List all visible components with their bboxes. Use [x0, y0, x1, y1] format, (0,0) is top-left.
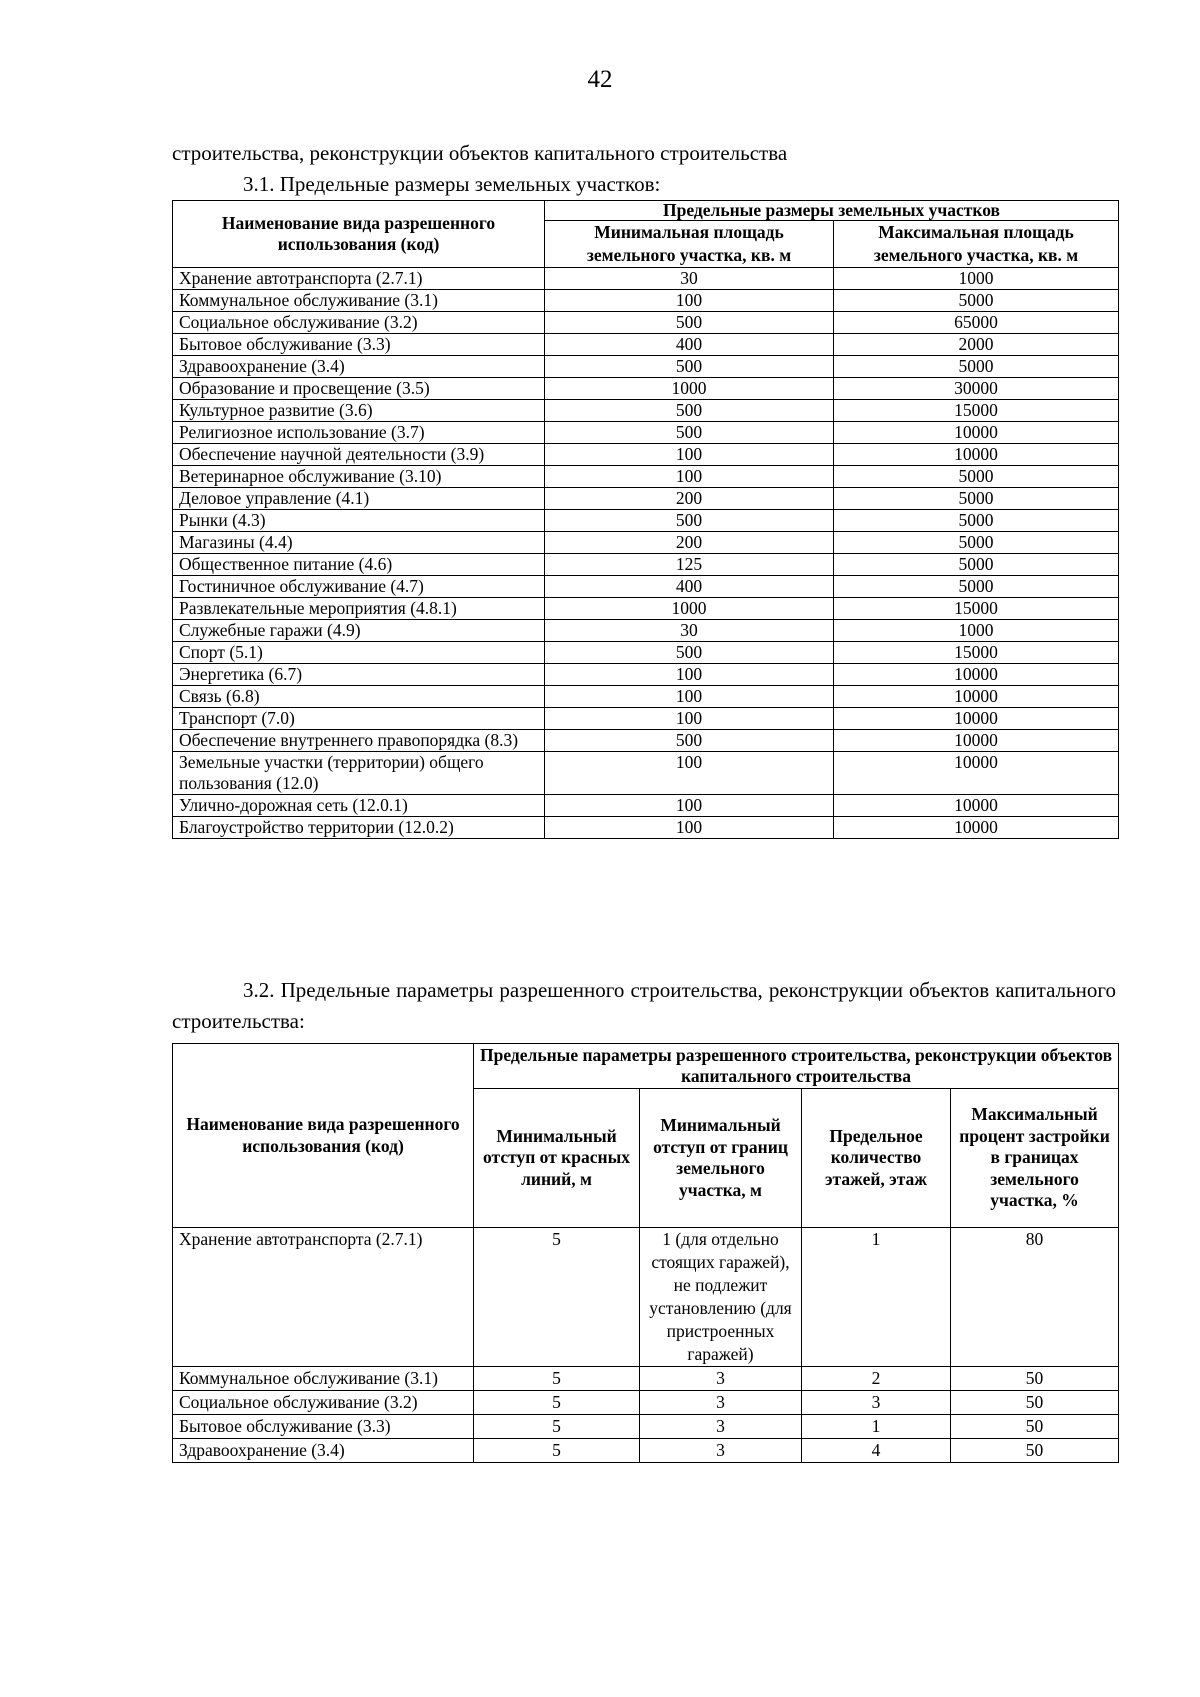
- boundary-setback-cell: 3: [640, 1415, 802, 1439]
- max-area-cell: 5000: [834, 356, 1119, 378]
- coverage-percent-cell: 50: [951, 1439, 1119, 1463]
- use-type-cell: Хранение автотранспорта (2.7.1): [173, 1228, 474, 1367]
- table-row: [173, 1228, 1119, 1367]
- boundary-setback-cell: 3: [640, 1367, 802, 1391]
- min-area-cell: 100: [545, 752, 834, 795]
- header-parameters-group: Предельные параметры разрешенного строительства, реконструкции объектов капитального строительства: [474, 1044, 1119, 1089]
- use-type-cell: Бытовое обслуживание (3.3): [173, 334, 545, 356]
- max-area-cell: 10000: [834, 422, 1119, 444]
- min-area-cell: 400: [545, 334, 834, 356]
- max-area-cell: 5000: [834, 290, 1119, 312]
- table-row: [173, 378, 1119, 400]
- coverage-percent-cell: 50: [951, 1415, 1119, 1439]
- min-area-cell: 100: [545, 466, 834, 488]
- min-area-cell: 500: [545, 730, 834, 752]
- table-row: [173, 1415, 1119, 1439]
- use-type-cell: Образование и просвещение (3.5): [173, 378, 545, 400]
- use-type-cell: Улично-дорожная сеть (12.0.1): [173, 795, 545, 817]
- table-row: [173, 730, 1119, 752]
- red-lines-setback-cell: 5: [474, 1415, 640, 1439]
- use-type-cell: Коммунальное обслуживание (3.1): [173, 1367, 474, 1391]
- use-type-cell: Служебные гаражи (4.9): [173, 620, 545, 642]
- table-row: [173, 686, 1119, 708]
- min-area-cell: 500: [545, 400, 834, 422]
- max-area-cell: 10000: [834, 686, 1119, 708]
- min-area-cell: 1000: [545, 378, 834, 400]
- section-3-1-heading: 3.1. Предельные размеры земельных участков:: [243, 172, 661, 196]
- table-row: [173, 554, 1119, 576]
- table-row: [173, 620, 1119, 642]
- use-type-cell: Социальное обслуживание (3.2): [173, 312, 545, 334]
- table-row: [173, 422, 1119, 444]
- min-area-cell: 500: [545, 642, 834, 664]
- floor-limit-cell: 1: [802, 1228, 951, 1367]
- table-row: [173, 1367, 1119, 1391]
- coverage-percent-cell: 50: [951, 1391, 1119, 1415]
- use-type-cell: Деловое управление (4.1): [173, 488, 545, 510]
- use-type-cell: Коммунальное обслуживание (3.1): [173, 290, 545, 312]
- use-type-cell: Спорт (5.1): [173, 642, 545, 664]
- table-row: [173, 795, 1119, 817]
- min-area-cell: 500: [545, 510, 834, 532]
- floor-limit-cell: 2: [802, 1367, 951, 1391]
- use-type-cell: Общественное питание (4.6): [173, 554, 545, 576]
- header-red-lines-setback: Минимальный отступ от красных линий, м: [474, 1089, 640, 1228]
- use-type-cell: Религиозное использование (3.7): [173, 422, 545, 444]
- header-plot-size-group: Предельные размеры земельных участков: [545, 201, 1119, 221]
- intro-line: строительства, реконструкции объектов капитального строительства: [172, 141, 788, 165]
- use-type-cell: Хранение автотранспорта (2.7.1): [173, 268, 545, 290]
- max-area-cell: 15000: [834, 642, 1119, 664]
- table-row: [173, 576, 1119, 598]
- floor-limit-cell: 4: [802, 1439, 951, 1463]
- floor-limit-cell: 1: [802, 1415, 951, 1439]
- red-lines-setback-cell: 5: [474, 1367, 640, 1391]
- use-type-cell: Транспорт (7.0): [173, 708, 545, 730]
- use-type-cell: Обеспечение научной деятельности (3.9): [173, 444, 545, 466]
- max-area-cell: 10000: [834, 752, 1119, 795]
- red-lines-setback-cell: 5: [474, 1439, 640, 1463]
- max-area-cell: 10000: [834, 730, 1119, 752]
- use-type-cell: Социальное обслуживание (3.2): [173, 1391, 474, 1415]
- table-row: [173, 817, 1119, 839]
- min-area-cell: 200: [545, 532, 834, 554]
- max-area-cell: 2000: [834, 334, 1119, 356]
- min-area-cell: 125: [545, 554, 834, 576]
- min-area-cell: 100: [545, 686, 834, 708]
- construction-parameters-table: [172, 1043, 1119, 1463]
- max-area-cell: 5000: [834, 532, 1119, 554]
- header-coverage-percent: Максимальный процент застройки в границах земельного участка, %: [951, 1089, 1119, 1228]
- max-area-cell: 15000: [834, 400, 1119, 422]
- table-row: [173, 444, 1119, 466]
- max-area-cell: 15000: [834, 598, 1119, 620]
- table-row: [173, 752, 1119, 795]
- use-type-cell: Здравоохранение (3.4): [173, 356, 545, 378]
- use-type-cell: Магазины (4.4): [173, 532, 545, 554]
- min-area-cell: 30: [545, 620, 834, 642]
- min-area-cell: 100: [545, 795, 834, 817]
- coverage-percent-cell: 80: [951, 1228, 1119, 1367]
- table-row: [173, 268, 1119, 290]
- use-type-cell: Здравоохранение (3.4): [173, 1439, 474, 1463]
- max-area-cell: 10000: [834, 708, 1119, 730]
- section-3-2-heading: 3.2. Предельные параметры разрешенного строительства, реконструкции объектов капитального строительства:: [172, 978, 1116, 1033]
- table-row: [173, 510, 1119, 532]
- red-lines-setback-cell: 5: [474, 1228, 640, 1367]
- table-row: [173, 664, 1119, 686]
- min-area-cell: 500: [545, 422, 834, 444]
- table-row: [173, 312, 1119, 334]
- min-area-cell: 500: [545, 356, 834, 378]
- use-type-cell: Благоустройство территории (12.0.2): [173, 817, 545, 839]
- table-row: [173, 598, 1119, 620]
- min-area-cell: 400: [545, 576, 834, 598]
- min-area-cell: 500: [545, 312, 834, 334]
- land-plot-sizes-table: [172, 200, 1119, 839]
- max-area-cell: 5000: [834, 466, 1119, 488]
- boundary-setback-cell: 3: [640, 1439, 802, 1463]
- table-row: [173, 290, 1119, 312]
- table-row: [173, 356, 1119, 378]
- max-area-cell: 1000: [834, 620, 1119, 642]
- table-row: [173, 708, 1119, 730]
- table-row: [173, 488, 1119, 510]
- header-floor-limit: Предельное количество этажей, этаж: [802, 1089, 951, 1228]
- header-boundary-setback: Минимальный отступ от границ земельного участка, м: [640, 1089, 802, 1228]
- use-type-cell: Культурное развитие (3.6): [173, 400, 545, 422]
- table-row: [173, 1439, 1119, 1463]
- min-area-cell: 30: [545, 268, 834, 290]
- header-use-type: Наименование вида разрешенного использования (код): [173, 1044, 474, 1228]
- max-area-cell: 10000: [834, 444, 1119, 466]
- min-area-cell: 100: [545, 664, 834, 686]
- use-type-cell: Рынки (4.3): [173, 510, 545, 532]
- page-number: 42: [587, 66, 613, 93]
- min-area-cell: 100: [545, 444, 834, 466]
- max-area-cell: 10000: [834, 664, 1119, 686]
- max-area-cell: 30000: [834, 378, 1119, 400]
- table-row: [173, 532, 1119, 554]
- max-area-cell: 5000: [834, 554, 1119, 576]
- min-area-cell: 1000: [545, 598, 834, 620]
- boundary-setback-cell: 1 (для отдельно стоящих гаражей), не подлежит установлению (для пристроенных гаражей): [640, 1228, 802, 1367]
- boundary-setback-cell: 3: [640, 1391, 802, 1415]
- max-area-cell: 5000: [834, 576, 1119, 598]
- use-type-cell: Энергетика (6.7): [173, 664, 545, 686]
- table-row: [173, 466, 1119, 488]
- use-type-cell: Ветеринарное обслуживание (3.10): [173, 466, 545, 488]
- use-type-cell: Связь (6.8): [173, 686, 545, 708]
- red-lines-setback-cell: 5: [474, 1391, 640, 1415]
- construction-parameters-body: [173, 1228, 1119, 1463]
- use-type-cell: Гостиничное обслуживание (4.7): [173, 576, 545, 598]
- max-area-cell: 5000: [834, 488, 1119, 510]
- min-area-cell: 200: [545, 488, 834, 510]
- land-plot-sizes-body: [173, 268, 1119, 839]
- use-type-cell: Развлекательные мероприятия (4.8.1): [173, 598, 545, 620]
- use-type-cell: Бытовое обслуживание (3.3): [173, 1415, 474, 1439]
- min-area-cell: 100: [545, 290, 834, 312]
- max-area-cell: 10000: [834, 795, 1119, 817]
- table-row: [173, 642, 1119, 664]
- header-min-area: Минимальная площадь земельного участка, кв. м: [545, 221, 834, 268]
- use-type-cell: Земельные участки (территории) общего пользования (12.0): [173, 752, 545, 795]
- min-area-cell: 100: [545, 708, 834, 730]
- max-area-cell: 5000: [834, 510, 1119, 532]
- max-area-cell: 65000: [834, 312, 1119, 334]
- table-row: [173, 400, 1119, 422]
- min-area-cell: 100: [545, 817, 834, 839]
- table-row: [173, 1391, 1119, 1415]
- max-area-cell: 1000: [834, 268, 1119, 290]
- header-use-type: Наименование вида разрешенного использования (код): [173, 201, 545, 268]
- table-row: [173, 334, 1119, 356]
- floor-limit-cell: 3: [802, 1391, 951, 1415]
- use-type-cell: Обеспечение внутреннего правопорядка (8.3): [173, 730, 545, 752]
- max-area-cell: 10000: [834, 817, 1119, 839]
- coverage-percent-cell: 50: [951, 1367, 1119, 1391]
- header-max-area: Максимальная площадь земельного участка, кв. м: [834, 221, 1119, 268]
